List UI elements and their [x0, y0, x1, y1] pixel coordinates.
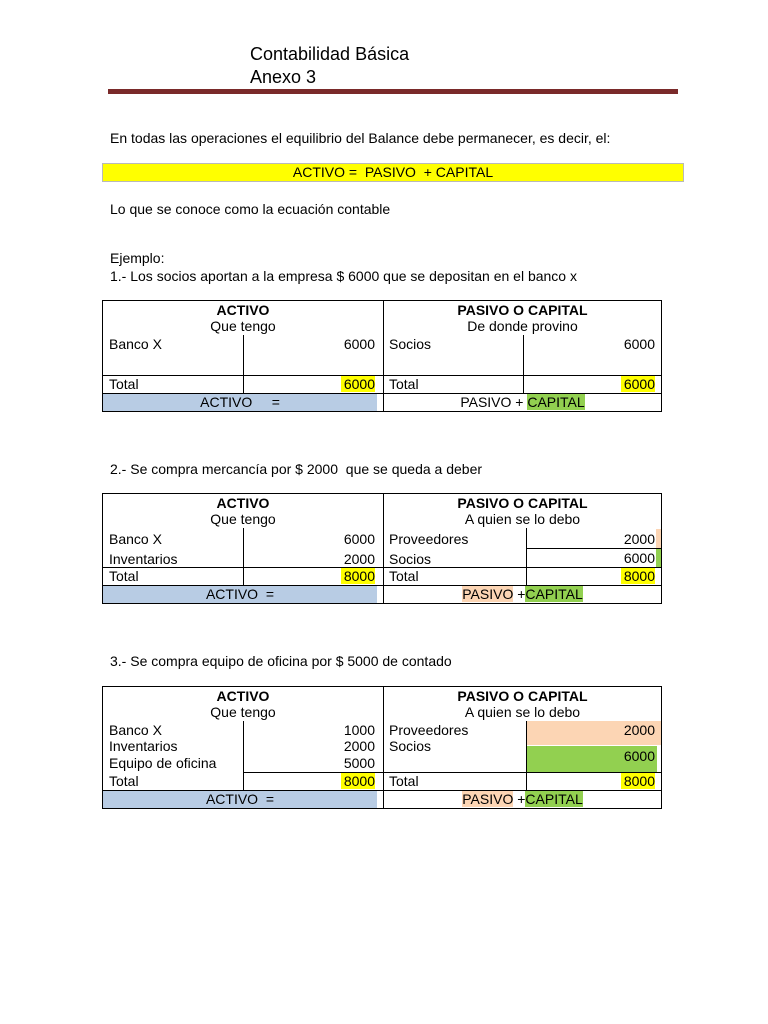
- right-item-label: Proveedores: [389, 722, 469, 738]
- activo-header: [103, 495, 383, 527]
- example-label: Ejemplo:: [110, 250, 165, 266]
- pasivo-footer: [384, 394, 661, 410]
- left-total-value: 8000: [341, 773, 375, 789]
- example-1-caption: 1.- Los socios aportan a la empresa $ 6000 que se depositan en el banco x: [110, 268, 577, 284]
- activo-footer: ACTIVO =: [103, 394, 377, 411]
- left-item-value: 6000: [343, 531, 375, 547]
- left-item-label: Inventarios: [109, 738, 178, 754]
- proveedores-color-marker: [656, 529, 661, 548]
- activo-title: ACTIVO: [216, 688, 270, 704]
- left-total-label: Total: [109, 376, 139, 392]
- right-item-value: 2000: [623, 722, 655, 738]
- pasivo-title: PASIVO O CAPITAL: [457, 688, 588, 704]
- right-total-label: Total: [389, 773, 419, 789]
- pasivo-subtitle: A quien se lo debo: [464, 511, 581, 527]
- right-item-value: 6000: [623, 336, 655, 352]
- left-item-label: Banco X: [109, 336, 162, 352]
- document-title: Contabilidad Básica: [250, 44, 410, 64]
- balance-table-3: [102, 686, 662, 809]
- pasivo-footer-label: PASIVO +: [460, 394, 528, 410]
- plus-sign: +: [513, 586, 526, 602]
- pasivo-subtitle: De donde provino: [467, 318, 578, 334]
- left-item-value: 1000: [343, 722, 375, 738]
- right-total-value: 6000: [621, 376, 655, 392]
- example-2-caption: 2.- Se compra mercancía por $ 2000 que se queda a deber: [110, 461, 483, 477]
- activo-subtitle: Que tengo: [210, 318, 276, 334]
- left-total-value: 6000: [341, 376, 375, 392]
- left-item-label: Equipo de oficina: [109, 755, 217, 771]
- right-total-value: 8000: [621, 773, 655, 789]
- pasivo-subtitle: A quien se lo debo: [464, 704, 581, 720]
- left-item-value: 2000: [343, 738, 375, 754]
- pasivo-footer-label: PASIVO: [462, 791, 514, 807]
- left-total-label: Total: [109, 568, 139, 584]
- left-item-label: Inventarios: [109, 551, 178, 567]
- left-item-label: Banco X: [109, 531, 162, 547]
- header-rule: [108, 89, 678, 94]
- pasivo-title: PASIVO O CAPITAL: [457, 302, 588, 318]
- left-total-value: 8000: [341, 568, 375, 584]
- activo-footer: ACTIVO =: [103, 791, 377, 808]
- document-subtitle: Anexo 3: [250, 67, 317, 87]
- pasivo-footer: [384, 791, 661, 807]
- activo-subtitle: Que tengo: [210, 511, 276, 527]
- right-item-label: Socios: [389, 551, 432, 567]
- activo-header: [103, 688, 383, 720]
- right-item-value: 6000: [623, 550, 655, 566]
- left-item-label: Banco X: [109, 722, 162, 738]
- activo-title: ACTIVO: [216, 495, 270, 511]
- balance-table-2: [102, 493, 662, 604]
- pasivo-header: [384, 688, 661, 720]
- plus-sign: +: [513, 791, 526, 807]
- balance-table-1: [102, 300, 662, 412]
- example-3-caption: 3.- Se compra equipo de oficina por $ 5000 de contado: [110, 653, 452, 669]
- pasivo-footer-label: PASIVO: [462, 586, 514, 602]
- activo-subtitle: Que tengo: [210, 704, 276, 720]
- pasivo-footer: [384, 586, 661, 602]
- right-item-label: Proveedores: [389, 531, 469, 547]
- capital-footer-label: CAPITAL: [525, 791, 583, 807]
- pasivo-title: PASIVO O CAPITAL: [457, 495, 588, 511]
- activo-title: ACTIVO: [216, 302, 270, 318]
- left-item-value: 2000: [343, 551, 375, 567]
- left-item-value: 5000: [343, 755, 375, 771]
- right-item-label: Socios: [389, 738, 432, 754]
- equation-note: Lo que se conoce como la ecuación contable: [110, 201, 391, 217]
- socios-color-marker: [656, 549, 661, 567]
- right-total-label: Total: [389, 568, 419, 584]
- left-item-value: 6000: [343, 336, 375, 352]
- accounting-equation: ACTIVO = PASIVO + CAPITAL: [102, 163, 684, 182]
- right-item-value: 6000: [623, 748, 655, 764]
- right-total-value: 8000: [621, 568, 655, 584]
- activo-header: [103, 302, 383, 334]
- pasivo-header: [384, 302, 661, 334]
- left-total-label: Total: [109, 773, 139, 789]
- intro-text: En todas las operaciones el equilibrio del Balance debe permanecer, es decir, el:: [110, 130, 611, 146]
- capital-footer-label: CAPITAL: [527, 394, 585, 410]
- right-item-value: 2000: [623, 531, 655, 547]
- activo-footer: ACTIVO =: [103, 586, 377, 603]
- pasivo-header: [384, 495, 661, 527]
- capital-footer-label: CAPITAL: [525, 586, 583, 602]
- right-item-label: Socios: [389, 336, 432, 352]
- right-total-label: Total: [389, 376, 419, 392]
